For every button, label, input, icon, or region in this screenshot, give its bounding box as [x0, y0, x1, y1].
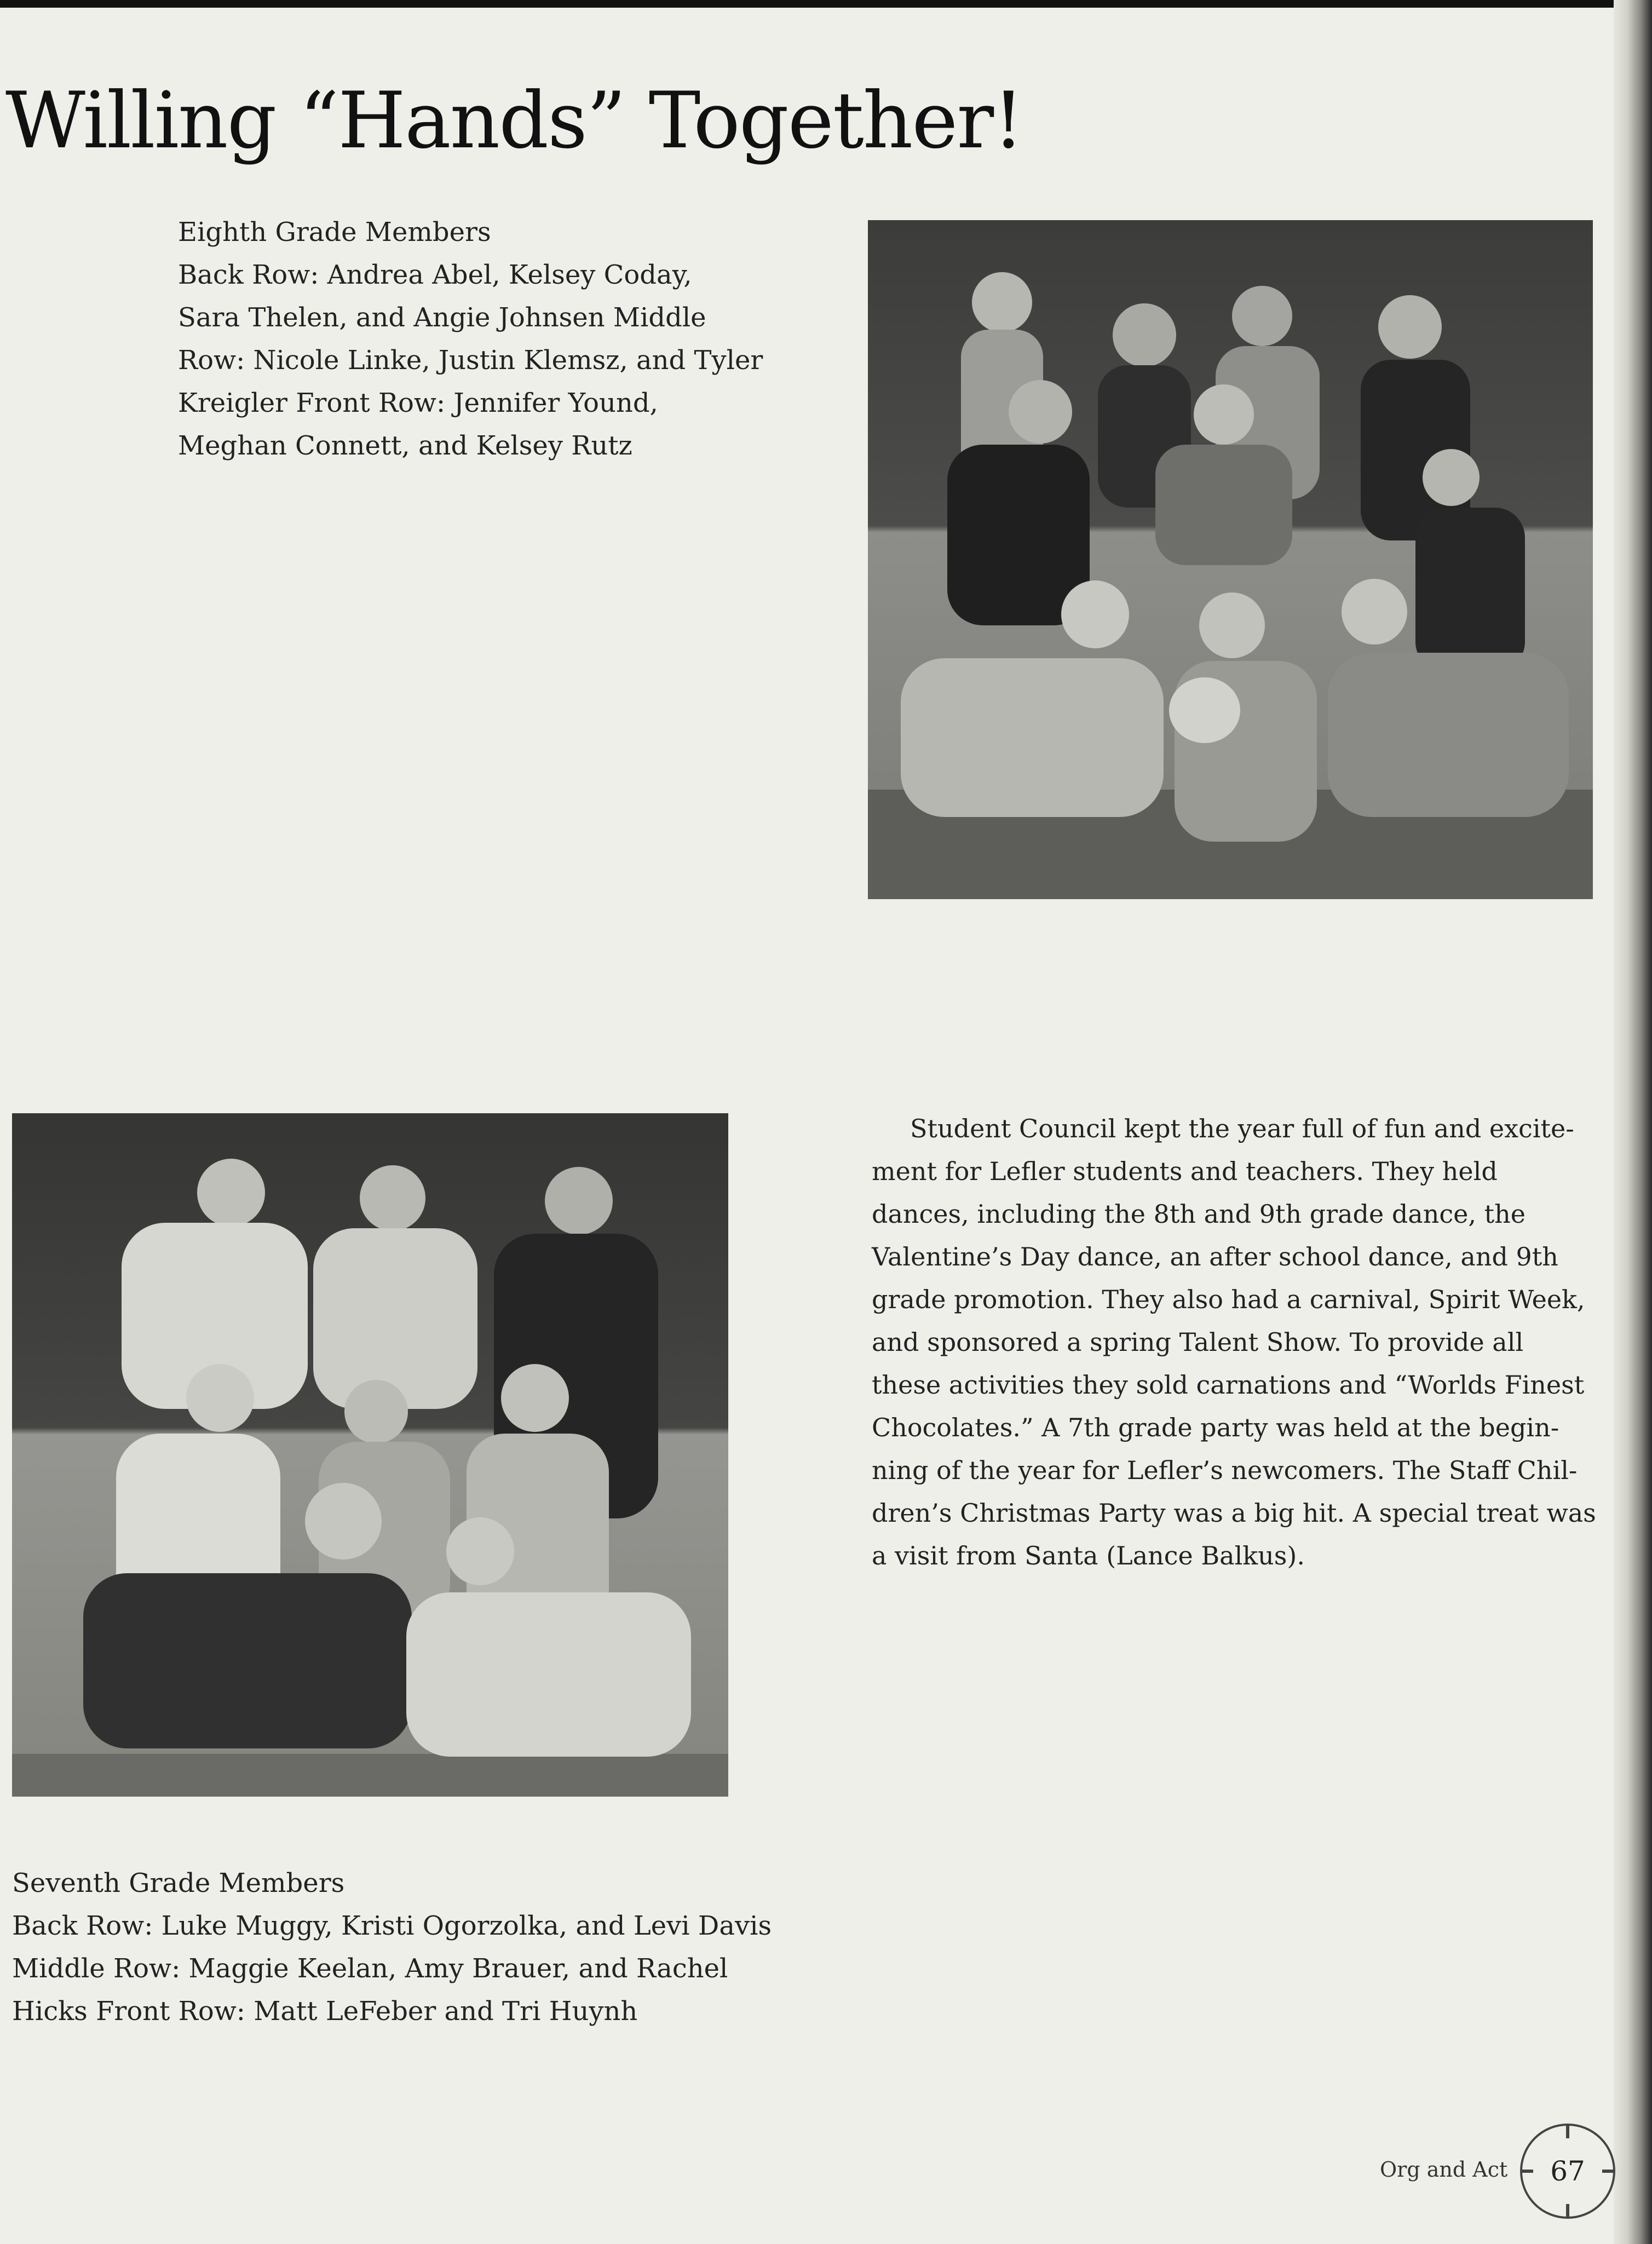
page-title: Willing “Hands” Together! [5, 76, 1023, 166]
page-top-edge [0, 0, 1652, 8]
article-line: these activities they sold carnations and “Worlds Finest [872, 1370, 1585, 1400]
caption-line: Hicks Front Row: Matt LeFeber and Tri Huynh [12, 1996, 638, 2027]
caption-line: Kreigler Front Row: Jennifer Yound, [178, 388, 658, 418]
caption-line: Meghan Connett, and Kelsey Rutz [178, 430, 632, 461]
article-line: Valentine’s Day dance, an after school dance, and 9th [872, 1242, 1558, 1271]
page-binding-edge [1614, 0, 1652, 2244]
article-line: ning of the year for Lefler’s newcomers. The Staff Chil- [872, 1455, 1578, 1485]
article-line: dren’s Christmas Party was a big hit. A special treat was [872, 1498, 1596, 1528]
caption-line: Row: Nicole Linke, Justin Klemsz, and Tyler [178, 345, 763, 376]
page-number-clock-icon [1516, 2119, 1620, 2223]
article-body [872, 1107, 1596, 1577]
caption-line: Sara Thelen, and Angie Johnsen Middle [178, 302, 706, 333]
eighth-grade-caption [178, 211, 763, 467]
article-line: and sponsored a spring Talent Show. To provide all [872, 1327, 1524, 1357]
article-line: Student Council kept the year full of fun and excite- [910, 1114, 1574, 1143]
article-line: dances, including the 8th and 9th grade dance, the [872, 1199, 1526, 1229]
seventh-grade-group-photo [12, 1113, 728, 1797]
caption-line: Back Row: Andrea Abel, Kelsey Coday, [178, 260, 692, 290]
caption-line: Seventh Grade Members [12, 1868, 345, 1898]
caption-line: Back Row: Luke Muggy, Kristi Ogorzolka, and Levi Davis [12, 1911, 772, 1941]
caption-line: Middle Row: Maggie Keelan, Amy Brauer, and Rachel [12, 1953, 728, 1984]
seventh-grade-caption [12, 1862, 772, 2033]
section-label: Org and Act [1380, 2157, 1508, 2182]
eighth-grade-group-photo [868, 220, 1593, 899]
page-number: 67 [1550, 2155, 1585, 2187]
caption-line: Eighth Grade Members [178, 217, 491, 248]
article-line: a visit from Santa (Lance Balkus). [872, 1541, 1305, 1570]
article-line: Chocolates.” A 7th grade party was held at the begin- [872, 1413, 1559, 1442]
article-line: grade promotion. They also had a carnival, Spirit Week, [872, 1285, 1585, 1314]
article-line: ment for Lefler students and teachers. They held [872, 1156, 1498, 1186]
